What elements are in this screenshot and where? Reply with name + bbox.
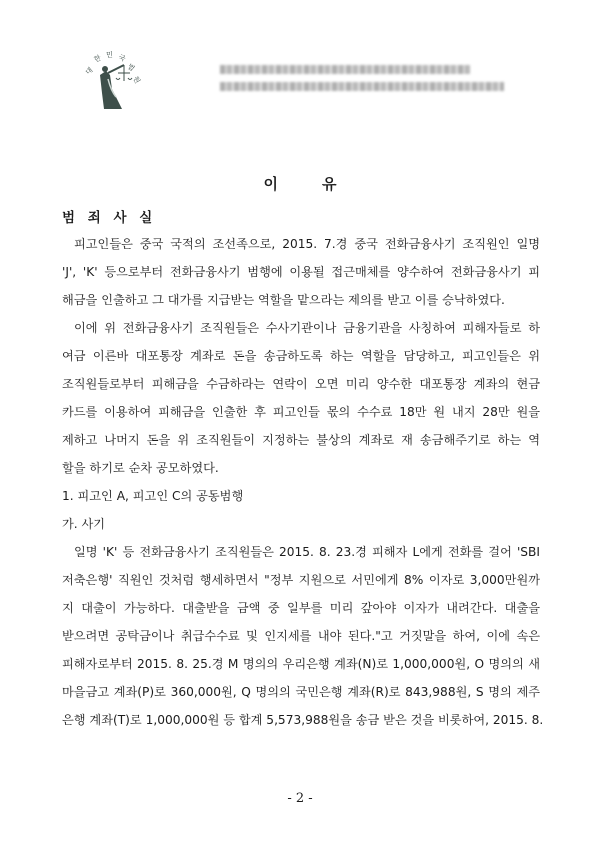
text-line: 가. 사기 xyxy=(62,517,106,531)
text-line: 조직원들로부터 피해금을 수금하라는 연락이 오면 미리 양수한 대포통장 계좌의 현금 xyxy=(62,377,540,391)
text-line: 제하고 나머지 돈을 위 조직원들이 지정하는 불상의 계좌로 재 송금해주기로 하는 역 xyxy=(62,433,540,447)
title-char: 이 xyxy=(263,175,278,193)
svg-text:원: 원 xyxy=(131,75,142,85)
text-line: 피고인들은 중국 국적의 조선족으로, 2015. 7.경 중국 전화금융사기 조직원인 일명 xyxy=(74,237,540,251)
text-line: 해금을 인출하고 그 대가를 지급받는 역할을 맡으라는 제의를 받고 이를 승낙하였다. xyxy=(62,293,505,307)
text-line: 지 대출이 가능하다. 대출받을 금액 중 일부를 미리 갚아야 이자가 내려간다. 대출을 xyxy=(62,601,540,615)
court-emblem-icon xyxy=(78,45,148,115)
page-number: - 2 - xyxy=(287,791,313,806)
text-line: 받으려면 공탁금이나 취급수수료 및 인지세를 내야 된다."고 거짓말을 하여, 이에 속은 xyxy=(62,629,540,643)
text-line: 카드를 이용하여 피해금을 인출한 후 피고인들 몫의 수수료 18만 원 내지 28만 원을 xyxy=(62,405,540,419)
svg-text:법: 법 xyxy=(125,62,137,73)
text-line: 일명 'K' 등 전화금융사기 조직원들은 2015. 8. 23.경 피해자 L에게 전화를 걸어 'SBI xyxy=(74,545,540,559)
svg-text:국: 국 xyxy=(117,53,127,64)
text-line: 저축은행' 직원인 것처럼 행세하면서 "정부 지원으로 서민에게 8% 이자로 3,000만원까 xyxy=(62,573,540,587)
page-title xyxy=(0,173,600,194)
text-line: 마을금고 계좌(P)로 360,000원, Q 명의의 국민은행 계좌(R)로 843,988원, S 명의 제주 xyxy=(62,685,540,699)
text-line: 이에 위 전화금융사기 조직원들은 수사기관이나 금융기관을 사칭하여 피해자들로 하 xyxy=(74,321,540,335)
text-line: 'J', 'K' 등으로부터 전화금융사기 범행에 이용될 접근매체를 양수하여 전화금융사기 피 xyxy=(62,265,540,279)
svg-text:한: 한 xyxy=(92,54,103,64)
text-line: 여금 이른바 대포통장 계좌로 돈을 송금하도록 하는 역할을 담당하고, 피고인들은 위 xyxy=(62,349,540,363)
section-heading: 범 죄 사 실 xyxy=(62,210,157,226)
text-line: 할을 하기로 순차 공모하였다. xyxy=(62,461,219,475)
title-char: 유 xyxy=(322,175,337,193)
redacted-text xyxy=(220,82,504,91)
svg-text:대: 대 xyxy=(84,66,95,77)
text-line: 피해자로부터 2015. 8. 25.경 M 명의의 우리은행 계좌(N)로 1,000,000원, O 명의의 새 xyxy=(62,657,540,671)
document-header xyxy=(70,40,530,120)
text-line: 은행 계좌(T)로 1,000,000원 등 합계 5,573,988원을 송금 받은 것을 비롯하여, 2015. 8. xyxy=(62,713,544,727)
text-line: 1. 피고인 A, 피고인 C의 공동범행 xyxy=(62,489,244,503)
svg-text:민: 민 xyxy=(106,51,113,59)
redacted-text xyxy=(220,65,470,74)
